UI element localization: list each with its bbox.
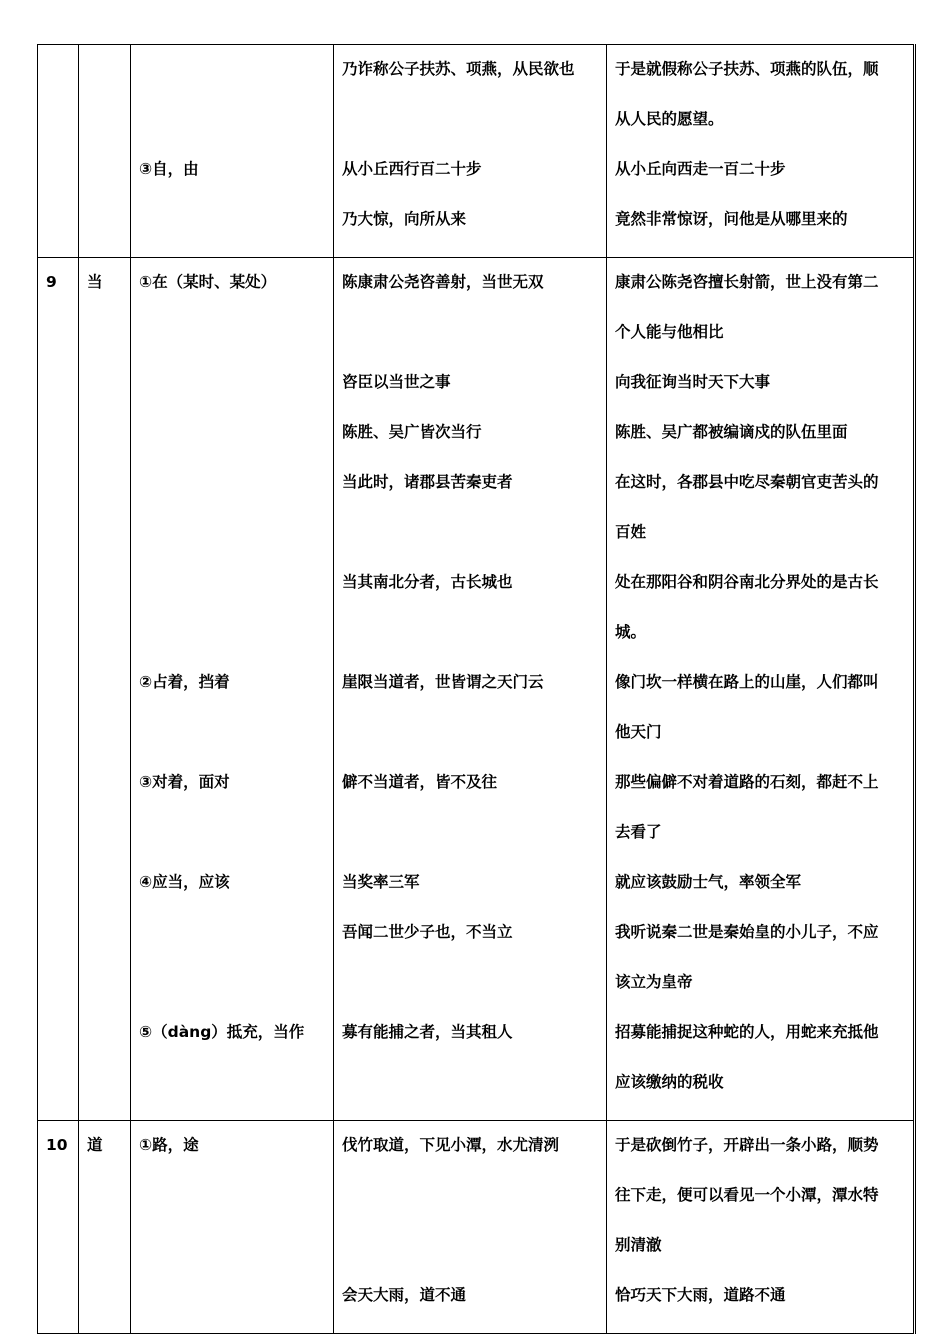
translation-line: 百姓: [615, 523, 647, 541]
translation-line: 处在那阳谷和阴谷南北分界处的是古长: [615, 573, 879, 591]
example-sentence: 乃诈称公子扶苏、项燕，从民欲也: [342, 60, 575, 78]
meaning-line: ③自，由: [139, 160, 199, 178]
table-row: [38, 1121, 915, 1334]
entry-number-cell: [38, 258, 79, 1121]
entry-character: 道: [87, 1136, 103, 1154]
translation-line: 城。: [615, 623, 647, 641]
example-sentence: 崖限当道者，世皆谓之天门云: [342, 673, 544, 691]
meaning-line: [139, 107, 327, 157]
translation-line: 该立为皇帝: [615, 973, 693, 991]
translation-line: 于是就假称公子扶苏、项燕的队伍，顺: [615, 60, 879, 78]
entry-character-cell: [79, 45, 131, 258]
translation-line: 那些偏僻不对着道路的石刻，都赶不上: [615, 773, 879, 791]
translation-line: 他天门: [615, 723, 662, 741]
translation-line: 别清澈: [615, 1236, 662, 1254]
table-body: [38, 45, 915, 1334]
example-sentence: 当此时，诸郡县苦秦吏者: [342, 473, 513, 491]
meaning-line: [139, 1183, 327, 1233]
entry-character-cell: [79, 1121, 131, 1334]
meaning-line: [139, 470, 327, 520]
meaning-line: [139, 820, 327, 870]
translation-line: 从人民的愿望。: [615, 110, 724, 128]
translation-line: 陈胜、吴广都被编谪戍的队伍里面: [615, 423, 848, 441]
meaning-line: ①路，途: [139, 1136, 199, 1154]
example-cell: [334, 1121, 607, 1334]
translation-cell: [607, 1121, 915, 1334]
translation-line: 于是砍倒竹子，开辟出一条小路，顺势: [615, 1136, 879, 1154]
example-sentence: 从小丘西行百二十步: [342, 160, 482, 178]
meaning-cell: [131, 1121, 334, 1334]
example-sentence: 吾闻二世少子也，不当立: [342, 923, 513, 941]
example-sentence: 乃大惊，向所从来: [342, 210, 467, 228]
meaning-line: [139, 370, 327, 420]
example-sentence: 募有能捕之者，当其租人: [342, 1023, 513, 1041]
translation-line: 就应该鼓励士气，率领全军: [615, 873, 802, 891]
example-cell: [334, 45, 607, 258]
entry-number: 9: [46, 273, 57, 291]
meaning-line: [139, 520, 327, 570]
entry-character: [87, 57, 124, 81]
example-sentence: [342, 820, 600, 870]
translation-line: 去看了: [615, 823, 662, 841]
example-sentence: 僻不当道者，皆不及往: [342, 773, 498, 791]
meaning-line: [139, 620, 327, 670]
example-sentence: 伐竹取道，下见小潭，水尤清洌: [342, 1136, 560, 1154]
translation-line: 个人能与他相比: [615, 323, 724, 341]
table-row: [38, 45, 915, 258]
translation-line: 康肃公陈尧咨擅长射箭，世上没有第二: [615, 273, 879, 291]
meaning-line: [139, 320, 327, 370]
example-cell: [334, 258, 607, 1121]
translation-cell: [607, 258, 915, 1121]
example-sentence: [342, 1070, 600, 1120]
translation-line: 恰巧天下大雨，道路不通: [615, 1286, 786, 1304]
translation-line: 像门坎一样横在路上的山崖，人们都叫: [615, 673, 879, 691]
meaning-line: ②占着，挡着: [139, 673, 230, 691]
meaning-line: [139, 420, 327, 470]
vocabulary-table: [37, 44, 916, 1334]
meaning-cell: [131, 258, 334, 1121]
translation-line: 向我征询当时天下大事: [615, 373, 771, 391]
table-row: [38, 258, 915, 1121]
translation-line: 竟然非常惊讶，问他是从哪里来的: [615, 210, 848, 228]
meaning-line: [139, 1233, 327, 1283]
meaning-line: [139, 57, 327, 107]
translation-line: 往下走，便可以看见一个小潭，潭水特: [615, 1186, 879, 1204]
example-sentence: 陈康肃公尧咨善射，当世无双: [342, 273, 544, 291]
example-sentence: [342, 107, 600, 157]
entry-character: 当: [87, 273, 103, 291]
translation-cell: [607, 45, 915, 258]
meaning-line: ①在（某时、某处）: [139, 273, 277, 291]
meaning-line: [139, 207, 327, 257]
example-sentence: 当其南北分者，古长城也: [342, 573, 513, 591]
meaning-line: [139, 720, 327, 770]
entry-number-cell: [38, 1121, 79, 1334]
example-sentence: [342, 970, 600, 1020]
meaning-line: [139, 920, 327, 970]
meaning-line: [139, 970, 327, 1020]
example-sentence: 当奖率三军: [342, 873, 420, 891]
meaning-line: [139, 570, 327, 620]
translation-line: 应该缴纳的税收: [615, 1073, 724, 1091]
meaning-line: ③对着，面对: [139, 773, 230, 791]
meaning-line: [139, 1283, 327, 1333]
example-sentence: 咨臣以当世之事: [342, 373, 451, 391]
translation-line: 在这时，各郡县中吃尽秦朝官吏苦头的: [615, 473, 879, 491]
example-sentence: 会天大雨，道不通: [342, 1286, 467, 1304]
example-sentence: [342, 320, 600, 370]
example-sentence: [342, 520, 600, 570]
example-sentence: [342, 720, 600, 770]
translation-line: 从小丘向西走一百二十步: [615, 160, 786, 178]
meaning-line: [139, 1070, 327, 1120]
translation-line: 我听说秦二世是秦始皇的小儿子，不应: [615, 923, 879, 941]
entry-number-cell: [38, 45, 79, 258]
translation-line: 招募能捕捉这种蛇的人，用蛇来充抵他: [615, 1023, 879, 1041]
example-sentence: [342, 1233, 600, 1283]
entry-character-cell: [79, 258, 131, 1121]
meaning-cell: [131, 45, 334, 258]
entry-number: 10: [46, 1136, 68, 1154]
example-sentence: 陈胜、吴广皆次当行: [342, 423, 482, 441]
example-sentence: [342, 1183, 600, 1233]
entry-number: [46, 57, 72, 81]
meaning-line: ④应当，应该: [139, 873, 230, 891]
meaning-line: ⑤（dàng）抵充，当作: [139, 1023, 305, 1041]
example-sentence: [342, 620, 600, 670]
